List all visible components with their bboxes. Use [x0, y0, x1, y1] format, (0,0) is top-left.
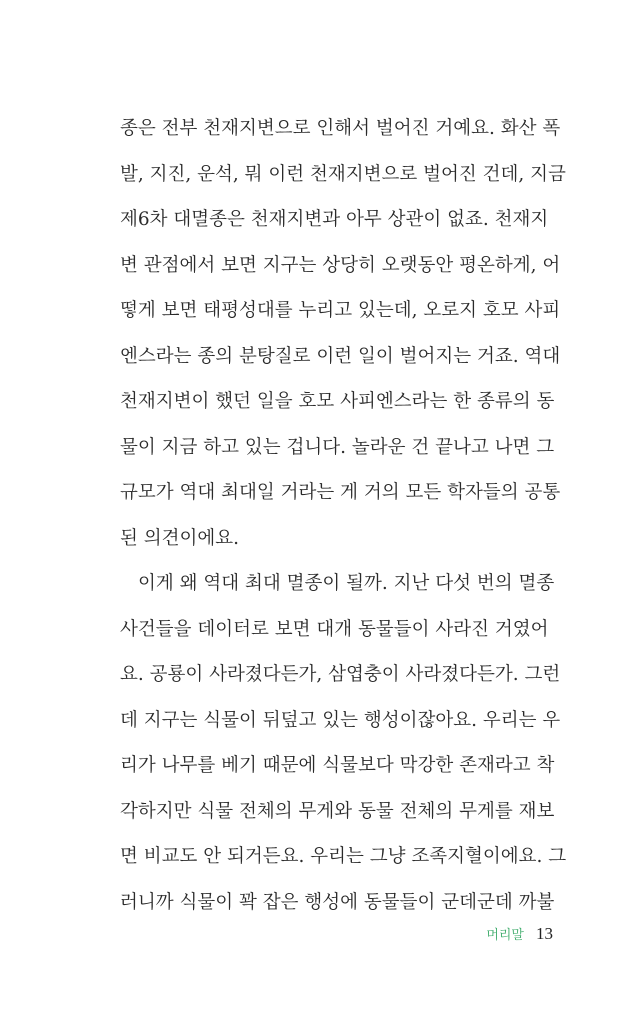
text-line: 규모가 역대 최대일 거라는 게 거의 모든 학자들의 공통 — [120, 482, 561, 503]
paragraph-start-line: 이게 왜 역대 최대 멸종이 될까. 지난 다섯 번의 멸종 — [138, 573, 555, 594]
text-line: 떻게 보면 태평성대를 누리고 있는데, 오로지 호모 사피 — [120, 300, 561, 321]
text-line: 데 지구는 식물이 뒤덮고 있는 행성이잖아요. 우리는 우 — [120, 709, 561, 731]
text-line: 제6차 대멸종은 천재지변과 아무 상관이 없죠. 천재지 — [120, 209, 549, 230]
text-line: 면 비교도 안 되거든요. 우리는 그냥 조족지혈이에요. 그 — [120, 846, 567, 867]
text-line: 리가 나무를 베기 때문에 식물보다 막강한 존재라고 착 — [120, 755, 555, 776]
text-line: 사건들을 데이터로 보면 대개 동물들이 사라진 거였어 — [120, 618, 549, 640]
text-line: 엔스라는 종의 분탕질로 이런 일이 벌어지는 거죠. 역대 — [120, 345, 561, 367]
text-line: 물이 지금 하고 있는 겁니다. 놀라운 건 끝나고 나면 그 — [120, 436, 555, 458]
paragraph-end-line: 된 의견이에요. — [120, 527, 239, 549]
text-line: 각하지만 식물 전체의 무게와 동물 전체의 무게를 재보 — [120, 800, 555, 822]
text-line: 변 관점에서 보면 지구는 상당히 오랫동안 평온하게, 어 — [120, 254, 561, 276]
page-number: 13 — [536, 924, 553, 943]
page-footer — [486, 924, 553, 944]
text-line: 요. 공룡이 사라졌다든가, 삼엽충이 사라졌다든가. 그런 — [120, 664, 561, 685]
body-text — [120, 106, 567, 925]
text-line: 러니까 식물이 꽉 잡은 행성에 동물들이 군데군데 까불 — [120, 891, 555, 913]
text-line: 발, 지진, 운석, 뭐 이런 천재지변으로 벌어진 건데, 지금 — [120, 163, 566, 185]
text-line: 천재지변이 했던 일을 호모 사피엔스라는 한 종류의 동 — [120, 391, 555, 412]
running-head: 머리말 — [486, 928, 524, 943]
text-line: 종은 전부 천재지변으로 인해서 벌어진 거예요. 화산 폭 — [120, 118, 561, 139]
